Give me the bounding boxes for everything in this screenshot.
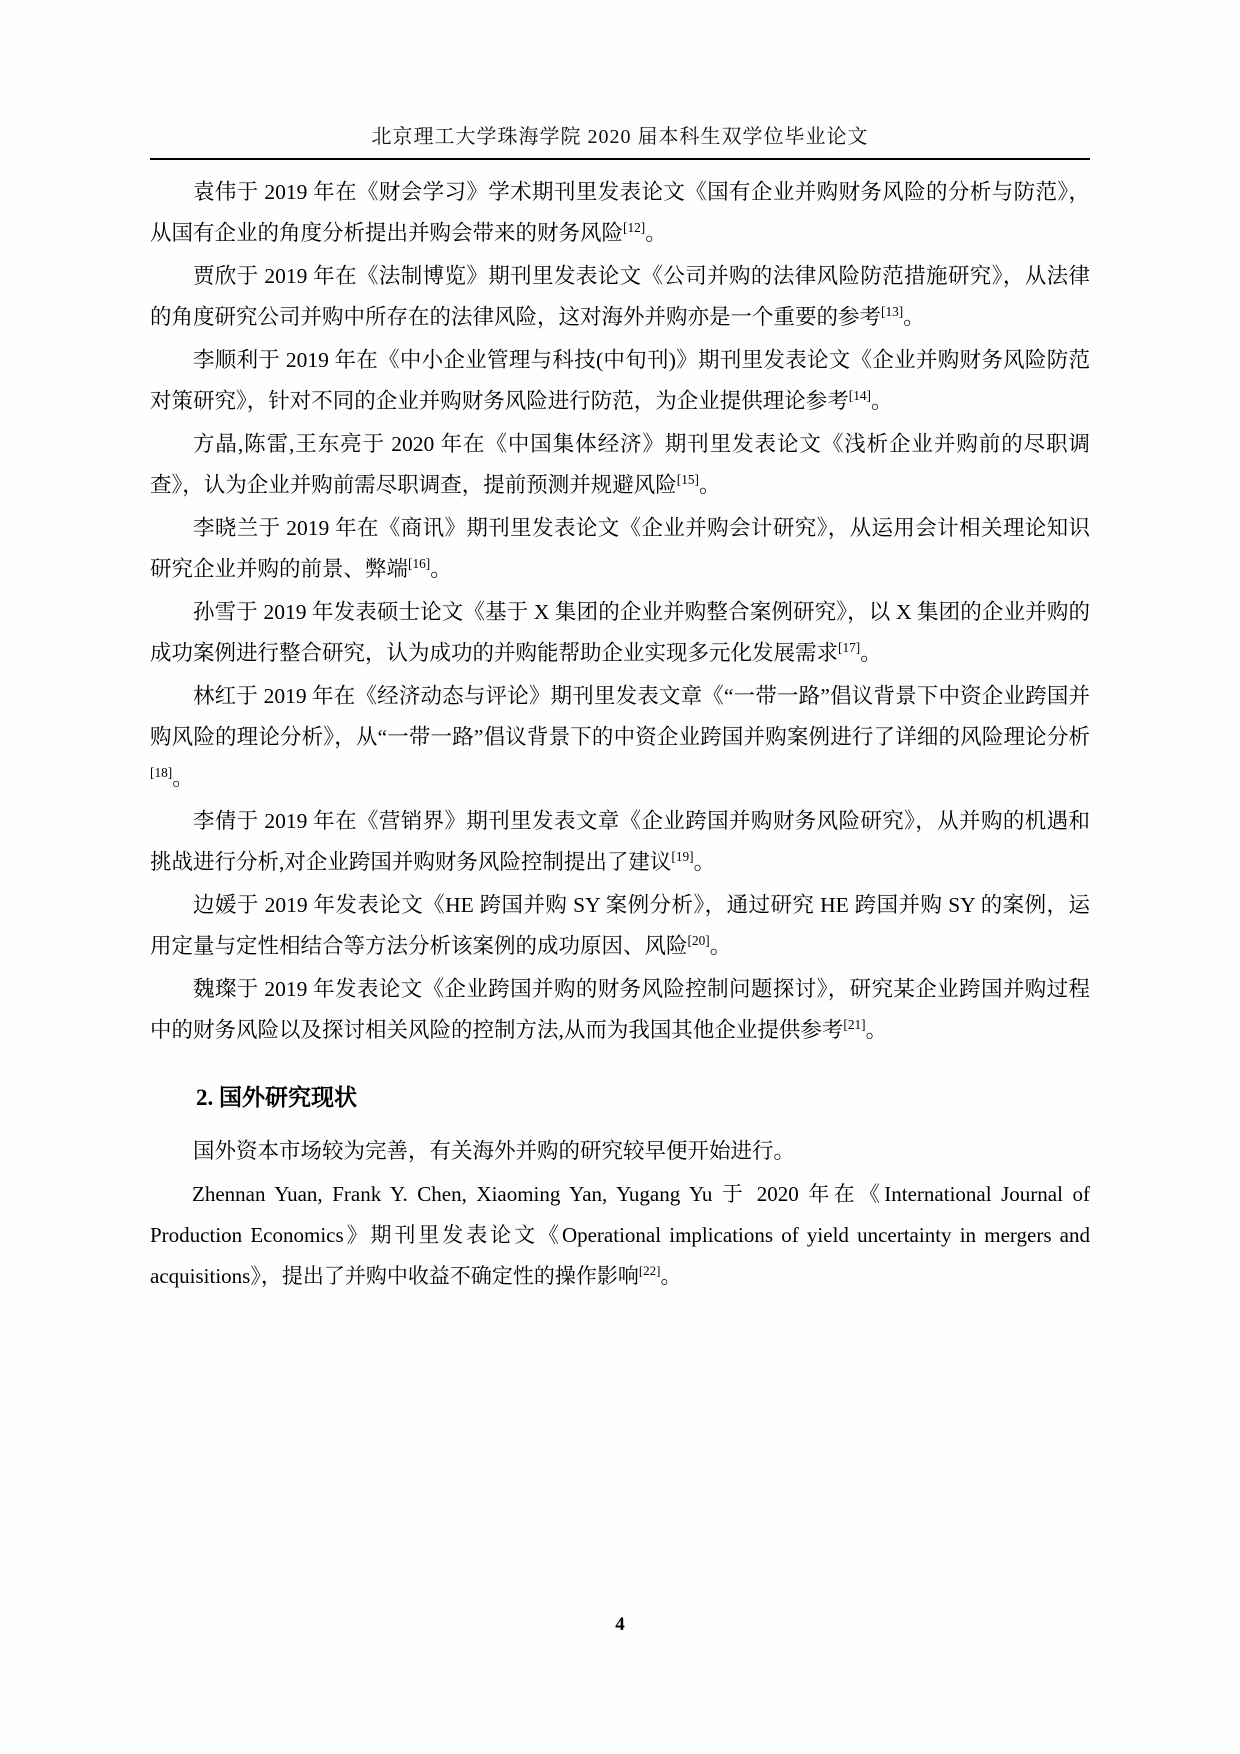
paragraph: 方晶,陈雷,王东亮于 2020 年在《中国集体经济》期刊里发表论文《浅析企业并购前的尽职调查》，认为企业并购前需尽职调查，提前预测并规避风险[15]。 xyxy=(150,432,1090,497)
page-header: 北京理工大学珠海学院 2020 届本科生双学位毕业论文 xyxy=(371,126,869,148)
paragraph: 魏璨于 2019 年发表论文《企业跨国并购的财务风险控制问题探讨》，研究某企业跨国并购过程中的财务风险以及探讨相关风险的控制方法,从而为我国其他企业提供参考[21]。 xyxy=(150,977,1090,1042)
page-number: 4 xyxy=(615,1614,625,1635)
paragraph: 边媛于 2019 年发表论文《HE 跨国并购 SY 案例分析》，通过研究 HE 跨国并购 SY 的案例，运用定量与定性相结合等方法分析该案例的成功原因、风险[20]。 xyxy=(150,893,1090,958)
paragraph: Zhennan Yuan, Frank Y. Chen, Xiaoming Yan, Yugang Yu 于 2020 年在《International Journal of Production Economics》期刊里发表论文《Operational implications of yield uncertainty in mergers and acquisitions》，提出了并购中收益不确定性的操作影响[22]。 xyxy=(150,1182,1090,1288)
section-heading: 2. 国外研究现状 xyxy=(196,1085,357,1110)
paragraph: 袁伟于 2019 年在《财会学习》学术期刊里发表论文《国有企业并购财务风险的分析与防范》，从国有企业的角度分析提出并购会带来的财务风险[12]。 xyxy=(150,180,1090,245)
paragraph: 李晓兰于 2019 年在《商讯》期刊里发表论文《企业并购会计研究》，从运用会计相关理论知识研究企业并购的前景、弊端[16]。 xyxy=(150,516,1090,581)
paragraph: 李倩于 2019 年在《营销界》期刊里发表文章《企业跨国并购财务风险研究》，从并购的机遇和挑战进行分析,对企业跨国并购财务风险控制提出了建议[19]。 xyxy=(150,809,1090,874)
paragraph: 国外资本市场较为完善，有关海外并购的研究较早便开始进行。 xyxy=(193,1139,796,1163)
paragraph: 林红于 2019 年在《经济动态与评论》期刊里发表文章《“一带一路”倡议背景下中资企业跨国并购风险的理论分析》，从“一带一路”倡议背景下的中资企业跨国并购案例进行了详细的风险理论分析[18]。 xyxy=(150,684,1090,790)
paragraph: 孙雪于 2019 年发表硕士论文《基于 X 集团的企业并购整合案例研究》，以 X 集团的企业并购的成功案例进行整合研究，认为成功的并购能帮助企业实现多元化发展需求[17]。 xyxy=(150,600,1090,665)
paragraph: 李顺利于 2019 年在《中小企业管理与科技(中旬刊)》期刊里发表论文《企业并购财务风险防范对策研究》，针对不同的企业并购财务风险进行防范，为企业提供理论参考[14]。 xyxy=(150,348,1090,413)
page-content xyxy=(150,172,1090,1299)
header-divider xyxy=(150,158,1090,160)
paragraph: 贾欣于 2019 年在《法制博览》期刊里发表论文《公司并购的法律风险防范措施研究》，从法律的角度研究公司并购中所存在的法律风险，这对海外并购亦是一个重要的参考[13]。 xyxy=(150,264,1090,329)
